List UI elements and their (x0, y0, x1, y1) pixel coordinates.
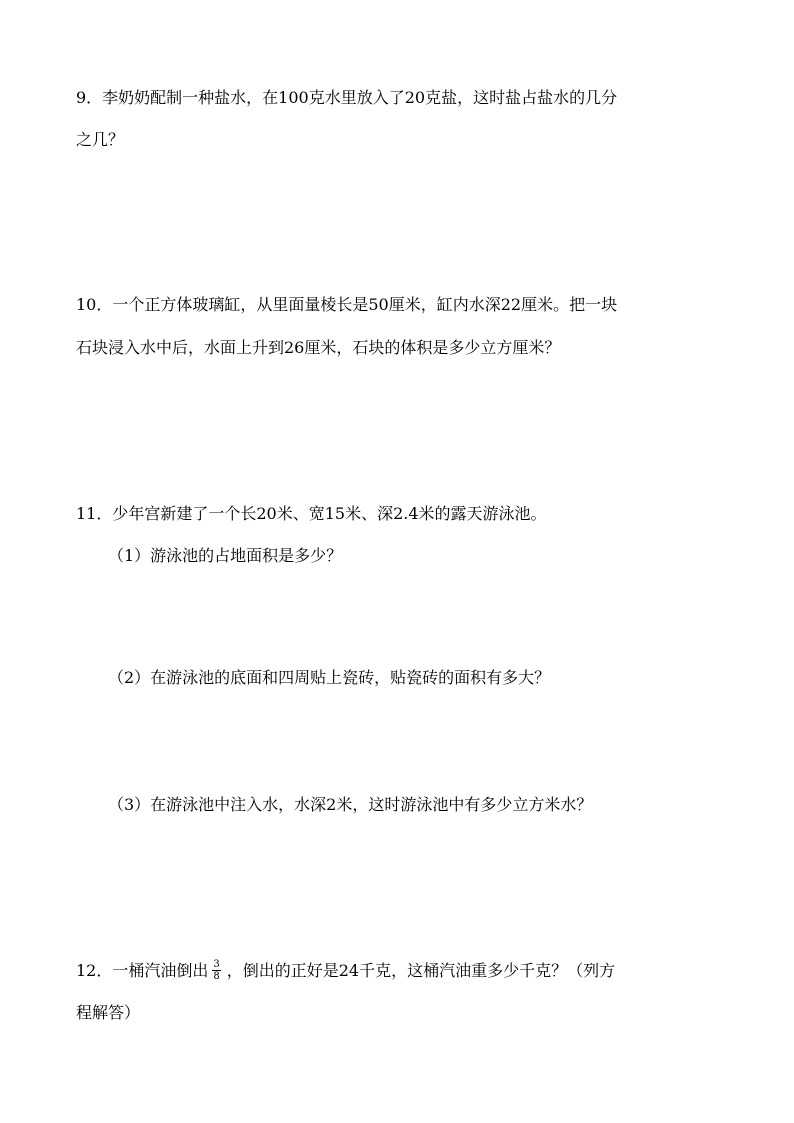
question-11-part-3: （3）在游泳池中注入水，水深2米，这时游泳池中有多少立方米水？ (108, 795, 593, 814)
fraction (212, 959, 220, 982)
question-12-suffix: ，倒出的正好是24千克，这桶汽油重多少千克？（列方 (226, 961, 616, 980)
question-10-line-2: 石块浸入水中后，水面上升到26厘米，石块的体积是多少立方厘米？ (76, 338, 561, 357)
question-9-line-1: 9．李奶奶配制一种盐水，在100克水里放入了20克盐，这时盐占盐水的几分 (76, 88, 618, 107)
question-9-line-2: 之几？ (76, 130, 125, 149)
question-11-part-1: （1）游泳池的占地面积是多少？ (108, 546, 343, 565)
fraction-denominator: 8 (213, 971, 220, 982)
question-12-line-1 (76, 960, 615, 983)
question-11-stem: 11．少年宫新建了一个长20米、宽15米、深2.4米的露天游泳池。 (76, 504, 547, 523)
question-12-prefix: 12．一桶汽油倒出 (76, 961, 209, 980)
fraction-numerator: 3 (213, 959, 220, 970)
question-11-part-2: （2）在游泳池的底面和四周贴上瓷砖，贴瓷砖的面积有多大？ (108, 668, 551, 687)
question-10-line-1: 10．一个正方体玻璃缸，从里面量棱长是50厘米，缸内水深22厘米。把一块 (76, 295, 618, 314)
question-12-line-2: 程解答） (76, 1003, 141, 1022)
